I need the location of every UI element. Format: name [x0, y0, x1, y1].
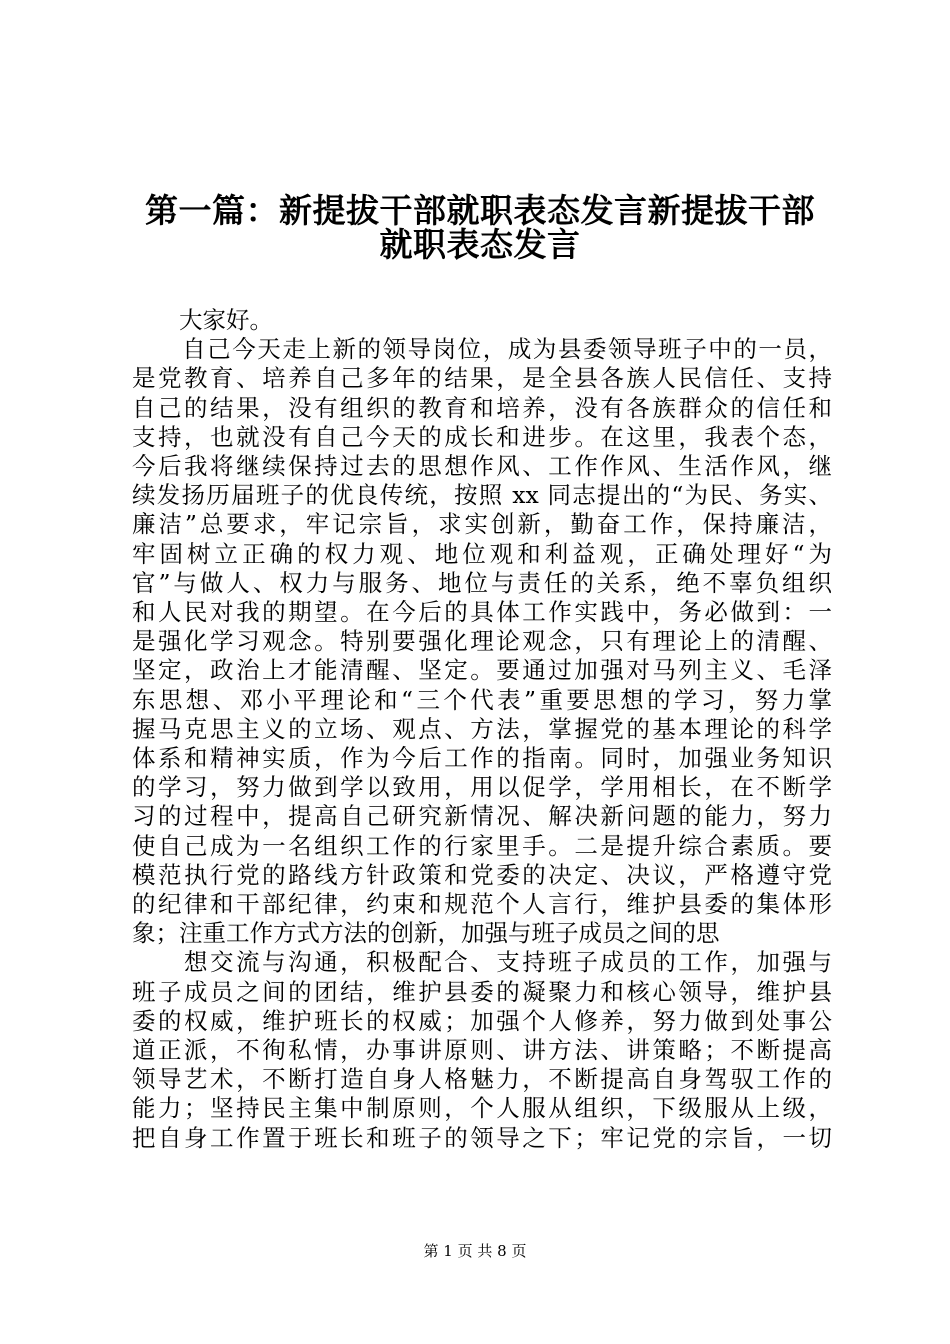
- body-line: 是党教育、培养自己多年的结果，是全县各族人民信任、支持: [132, 364, 832, 393]
- body-line: 东思想、邓小平理论和“三个代表”重要思想的学习，努力掌: [132, 685, 832, 714]
- body-line: 想交流与沟通，积极配合、支持班子成员的工作，加强与: [132, 948, 832, 977]
- body-line: 续发扬历届班子的优良传统，按照 xx 同志提出的“为民、务实、: [132, 481, 832, 510]
- body-line: 能力；坚持民主集中制原则，个人服从组织，下级服从上级，: [132, 1094, 832, 1123]
- body-line: 握马克思主义的立场、观点、方法，掌握党的基本理论的科学: [132, 714, 832, 743]
- body-line: 支持，也就没有自己今天的成长和进步。在这里，我表个态，: [132, 422, 832, 451]
- body-line: 今后我将继续保持过去的思想作风、工作作风、生活作风，继: [132, 452, 832, 480]
- body-line: 官”与做人、权力与服务、地位与责任的关系，绝不辜负组织: [132, 568, 832, 597]
- body-line: 坚定，政治上才能清醒、坚定。要通过加强对马列主义、毛泽: [132, 656, 832, 685]
- body-line: 大家好。: [132, 306, 273, 334]
- body-line: 道正派，不徇私情，办事讲原则、讲方法、讲策略；不断提高: [132, 1036, 832, 1064]
- body-line: 自己的结果，没有组织的教育和培养，没有各族群众的信任和: [132, 393, 832, 422]
- page-footer: 第 1 页 共 8 页: [423, 1242, 527, 1260]
- body-line: 的纪律和干部纪律，约束和规范个人言行，维护县委的集体形: [132, 890, 832, 918]
- body-line: 模范执行党的路线方针政策和党委的决定、决议，严格遵守党: [132, 860, 832, 889]
- body-line: 自己今天走上新的领导岗位，成为县委领导班子中的一员，: [132, 335, 832, 364]
- body-line: 廉洁”总要求，牢记宗旨，求实创新，勤奋工作，保持廉洁，: [132, 510, 832, 539]
- body-line: 习的过程中，提高自己研究新情况、解决新问题的能力，努力: [132, 802, 832, 831]
- body-line: 牢固树立正确的权力观、地位观和利益观，正确处理好“为: [132, 539, 832, 568]
- body-line: 使自己成为一名组织工作的行家里手。二是提升综合素质。要: [132, 831, 832, 860]
- body-line: 的学习，努力做到学以致用，用以促学，学用相长，在不断学: [132, 773, 832, 802]
- body-line: 领导艺术，不断打造自身人格魅力，不断提高自身驾驭工作的: [132, 1065, 832, 1094]
- body-line: 体系和精神实质，作为今后工作的指南。同时，加强业务知识: [132, 744, 832, 772]
- body-line: 象；注重工作方式方法的创新，加强与班子成员之间的思: [132, 919, 720, 948]
- body-line: 把自身工作置于班长和班子的领导之下；牢记党的宗旨，一切: [132, 1123, 832, 1152]
- body-line: 和人民对我的期望。在今后的具体工作实践中，务必做到：一: [132, 598, 832, 626]
- body-line: 委的权威，维护班长的权威；加强个人修养，努力做到处事公: [132, 1006, 832, 1035]
- body-line: 是强化学习观念。特别要强化理论观念，只有理论上的清醒、: [132, 627, 832, 656]
- body-line: 班子成员之间的团结，维护县委的凝聚力和核心领导，维护县: [132, 977, 832, 1006]
- document-title-line-1: 第一篇：新提拔干部就职表态发言新提拔干部: [145, 191, 815, 230]
- document-title-line-2: 就职表态发言: [379, 225, 581, 264]
